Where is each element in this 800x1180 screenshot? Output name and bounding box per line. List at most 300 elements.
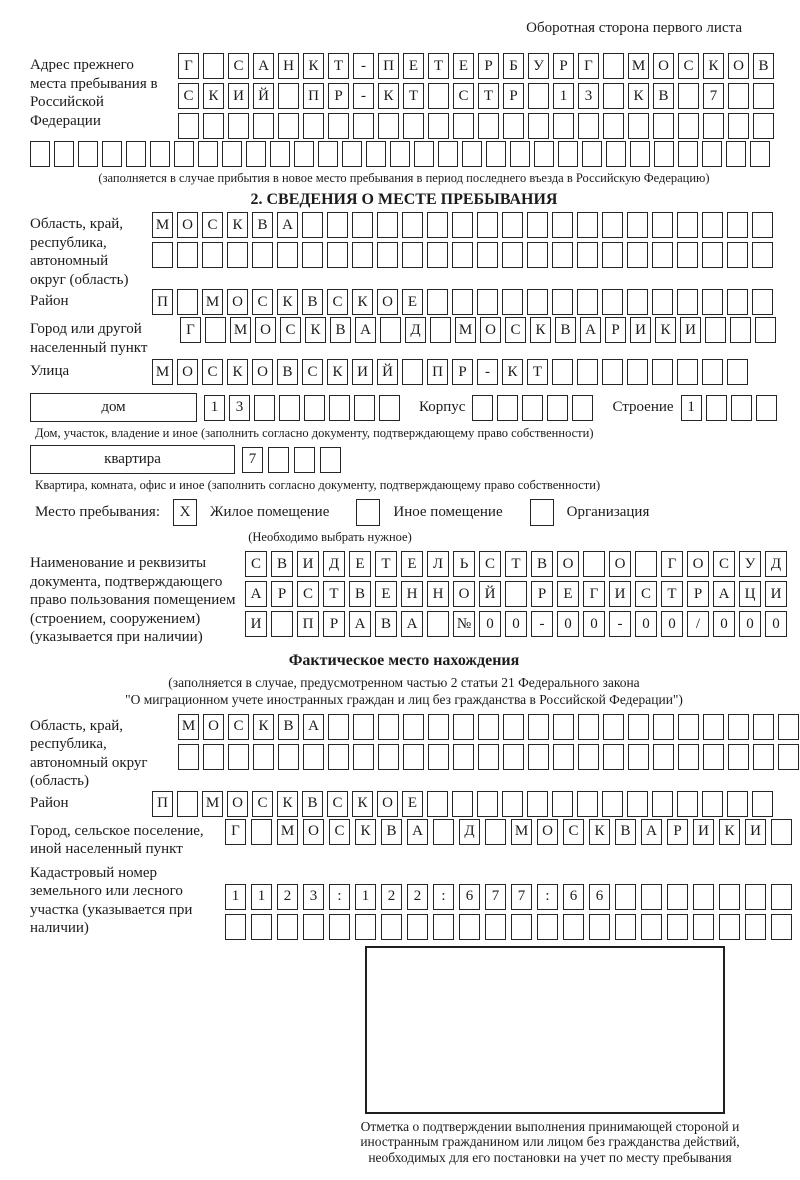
char-cell <box>427 242 448 268</box>
char-cell <box>177 289 198 315</box>
char-cell: М <box>202 791 223 817</box>
document-cells <box>245 551 787 637</box>
char-cell: О <box>227 791 248 817</box>
char-cell <box>174 141 194 167</box>
char-cell: Р <box>452 359 473 385</box>
char-cell <box>677 791 698 817</box>
char-cell <box>719 914 740 940</box>
char-cell <box>627 791 648 817</box>
char-cell <box>558 141 578 167</box>
char-cell <box>528 744 549 770</box>
char-cell: 0 <box>583 611 605 637</box>
char-cell <box>433 914 454 940</box>
char-cell <box>327 212 348 238</box>
char-cell <box>778 744 799 770</box>
char-cell <box>453 714 474 740</box>
char-cell <box>756 395 777 421</box>
char-cell: В <box>278 714 299 740</box>
char-cell <box>505 581 527 607</box>
char-cell <box>528 113 549 139</box>
char-cell: Б <box>503 53 524 79</box>
kadastr-row-1 <box>225 884 792 910</box>
char-cell <box>355 914 376 940</box>
char-cell <box>378 714 399 740</box>
char-cell: А <box>407 819 428 845</box>
char-cell: 6 <box>589 884 610 910</box>
char-cell: А <box>253 53 274 79</box>
char-cell: С <box>327 791 348 817</box>
char-cell <box>477 212 498 238</box>
char-cell <box>693 884 714 910</box>
char-cell: Т <box>478 83 499 109</box>
char-cell <box>728 113 749 139</box>
char-cell <box>329 914 350 940</box>
char-cell: Р <box>687 581 709 607</box>
char-cell <box>731 395 752 421</box>
char-cell: 0 <box>739 611 761 637</box>
char-cell <box>478 744 499 770</box>
char-cell: - <box>353 83 374 109</box>
korpus-label: Корпус <box>419 399 466 415</box>
char-cell <box>727 791 748 817</box>
fact-oblast-row-2 <box>178 744 799 770</box>
char-cell <box>251 819 272 845</box>
char-cell <box>602 212 623 238</box>
char-cell <box>277 242 298 268</box>
char-cell: О <box>537 819 558 845</box>
dom-box-label: дом <box>30 393 197 422</box>
char-cell: П <box>152 791 173 817</box>
char-cell <box>354 395 375 421</box>
fact-raion-block <box>30 791 778 817</box>
char-cell <box>578 744 599 770</box>
fact-raion-row <box>152 791 773 817</box>
char-cell: П <box>427 359 448 385</box>
char-cell <box>627 359 648 385</box>
char-cell: 0 <box>635 611 657 637</box>
char-cell <box>353 113 374 139</box>
char-cell: А <box>245 581 267 607</box>
ulitsa-label: Улица <box>30 363 70 379</box>
char-cell: М <box>455 317 476 343</box>
char-cell <box>702 242 723 268</box>
raion-row <box>152 289 773 315</box>
char-cell: С <box>678 53 699 79</box>
char-cell <box>603 83 624 109</box>
char-cell: О <box>203 714 224 740</box>
fact-oblast-block <box>30 714 778 791</box>
kvartira-box-label: квартира <box>30 445 235 474</box>
prev-address-row-1 <box>178 53 774 79</box>
char-cell <box>703 744 724 770</box>
char-cell <box>459 914 480 940</box>
fact-raion-label: Район <box>30 794 69 811</box>
char-cell: И <box>352 359 373 385</box>
char-cell <box>227 242 248 268</box>
char-cell: А <box>713 581 735 607</box>
char-cell <box>728 83 749 109</box>
dom-note: Дом, участок, владение и иное (заполнить согласно документу, подтверждающему право собственности) <box>35 426 594 440</box>
char-cell: Г <box>661 551 683 577</box>
char-cell: В <box>302 791 323 817</box>
char-cell: - <box>609 611 631 637</box>
char-cell <box>702 359 723 385</box>
char-cell: : <box>329 884 350 910</box>
char-cell <box>407 914 428 940</box>
char-cell <box>497 395 518 421</box>
char-cell: В <box>381 819 402 845</box>
char-cell: 0 <box>661 611 683 637</box>
char-cell <box>225 914 246 940</box>
char-cell: 0 <box>505 611 527 637</box>
char-cell <box>678 141 698 167</box>
char-cell: А <box>303 714 324 740</box>
char-cell <box>252 242 273 268</box>
char-cell: А <box>277 212 298 238</box>
char-cell: С <box>178 83 199 109</box>
char-cell: 7 <box>703 83 724 109</box>
fact-oblast-label: Область, край, республика, автономный округ (область) <box>30 717 148 789</box>
char-cell: С <box>228 53 249 79</box>
char-cell <box>677 289 698 315</box>
char-cell <box>126 141 146 167</box>
raion-label: Район <box>30 293 69 309</box>
char-cell: С <box>202 359 223 385</box>
char-cell: И <box>609 581 631 607</box>
char-cell: О <box>480 317 501 343</box>
fact-title: Фактическое место нахождения <box>288 651 520 669</box>
char-cell <box>403 744 424 770</box>
char-cell: И <box>245 611 267 637</box>
char-cell: В <box>555 317 576 343</box>
char-cell <box>278 744 299 770</box>
char-cell <box>702 212 723 238</box>
char-cell: Е <box>375 581 397 607</box>
char-cell: М <box>178 714 199 740</box>
char-cell <box>228 744 249 770</box>
mesto-note: (Необходимо выбрать нужное) <box>248 530 412 544</box>
char-cell <box>510 141 530 167</box>
stamp-note: Отметка о подтверждении выполнения принимающей стороной и иностранным гражданином или лицом без гражданства действий, необходимых для его постановки на учет по месту пребывания <box>360 1118 740 1165</box>
char-cell: О <box>609 551 631 577</box>
char-cell <box>667 914 688 940</box>
char-cell <box>251 914 272 940</box>
char-cell <box>705 317 726 343</box>
char-cell <box>342 141 362 167</box>
char-cell: Г <box>225 819 246 845</box>
char-cell <box>203 113 224 139</box>
char-cell: У <box>739 551 761 577</box>
page-corner-note: Оборотная сторона первого листа <box>526 20 742 36</box>
char-cell: Т <box>428 53 449 79</box>
char-cell <box>627 289 648 315</box>
char-cell <box>602 359 623 385</box>
oblast-row-1 <box>152 212 773 238</box>
prev-address-cells <box>178 53 774 139</box>
char-cell: О <box>377 791 398 817</box>
char-cell: О <box>377 289 398 315</box>
char-cell: К <box>703 53 724 79</box>
char-cell: 0 <box>765 611 787 637</box>
char-cell: 2 <box>407 884 428 910</box>
char-cell <box>477 289 498 315</box>
char-cell: Р <box>503 83 524 109</box>
char-cell: Г <box>180 317 201 343</box>
char-cell: - <box>353 53 374 79</box>
char-cell: И <box>693 819 714 845</box>
char-cell <box>102 141 122 167</box>
char-cell <box>652 289 673 315</box>
char-cell <box>427 289 448 315</box>
char-cell <box>667 884 688 910</box>
char-cell <box>427 212 448 238</box>
char-cell: 7 <box>511 884 532 910</box>
char-cell: К <box>655 317 676 343</box>
char-cell <box>537 914 558 940</box>
char-cell: С <box>563 819 584 845</box>
char-cell <box>302 212 323 238</box>
char-cell <box>177 791 198 817</box>
char-cell <box>778 714 799 740</box>
char-cell <box>752 242 773 268</box>
char-cell: К <box>628 83 649 109</box>
char-cell <box>503 744 524 770</box>
char-cell <box>277 914 298 940</box>
char-cell: Р <box>605 317 626 343</box>
char-cell: И <box>765 581 787 607</box>
char-cell: 2 <box>277 884 298 910</box>
char-cell <box>628 714 649 740</box>
char-cell: С <box>280 317 301 343</box>
ulitsa-row <box>152 359 748 385</box>
char-cell: В <box>375 611 397 637</box>
prev-address-note: (заполняется в случае прибытия в новое место пребывания в период последнего въезда в Российскую Федерацию) <box>98 171 710 185</box>
char-cell <box>534 141 554 167</box>
char-cell: 6 <box>459 884 480 910</box>
char-cell <box>203 744 224 770</box>
char-cell: 3 <box>578 83 599 109</box>
gorod-label: Город или другой населенный пункт <box>30 321 148 356</box>
char-cell <box>553 714 574 740</box>
char-cell <box>752 289 773 315</box>
prev-address-row-2 <box>178 83 774 109</box>
char-cell: А <box>641 819 662 845</box>
dom-cells <box>204 395 400 421</box>
char-cell <box>602 791 623 817</box>
prev-address-row-3 <box>178 113 774 139</box>
char-cell <box>329 395 350 421</box>
char-cell: Е <box>402 289 423 315</box>
char-cell <box>753 714 774 740</box>
char-cell <box>702 791 723 817</box>
char-cell <box>527 791 548 817</box>
char-cell <box>377 242 398 268</box>
char-cell <box>603 744 624 770</box>
char-cell <box>728 744 749 770</box>
char-cell <box>583 551 605 577</box>
section2-title: 2. СВЕДЕНИЯ О МЕСТЕ ПРЕБЫВАНИЯ <box>250 191 558 208</box>
char-cell <box>719 884 740 910</box>
char-cell <box>528 83 549 109</box>
char-cell <box>678 744 699 770</box>
char-cell: О <box>303 819 324 845</box>
char-cell <box>433 819 454 845</box>
char-cell: : <box>537 884 558 910</box>
char-cell: С <box>252 289 273 315</box>
char-cell: Г <box>583 581 605 607</box>
char-cell: И <box>228 83 249 109</box>
char-cell: Р <box>271 581 293 607</box>
char-cell: С <box>245 551 267 577</box>
char-cell <box>428 744 449 770</box>
char-cell: 1 <box>251 884 272 910</box>
char-cell: К <box>589 819 610 845</box>
char-cell <box>752 212 773 238</box>
char-cell <box>303 914 324 940</box>
char-cell <box>270 141 290 167</box>
char-cell <box>603 714 624 740</box>
char-cell: Й <box>377 359 398 385</box>
char-cell <box>294 141 314 167</box>
char-cell: - <box>531 611 553 637</box>
char-cell: К <box>530 317 551 343</box>
char-cell: Т <box>403 83 424 109</box>
char-cell <box>602 242 623 268</box>
char-cell: А <box>355 317 376 343</box>
document-label: Наименование и реквизиты документа, подтверждающего право пользования помещением (строением, сооружением) (указывается при наличии) <box>30 555 236 645</box>
char-cell <box>378 113 399 139</box>
char-cell <box>353 714 374 740</box>
char-cell <box>552 289 573 315</box>
char-cell <box>377 212 398 238</box>
oblast-cells <box>152 212 773 268</box>
char-cell <box>603 53 624 79</box>
char-cell: В <box>615 819 636 845</box>
char-cell <box>603 113 624 139</box>
char-cell <box>511 914 532 940</box>
char-cell <box>678 714 699 740</box>
char-cell: К <box>719 819 740 845</box>
char-cell <box>378 744 399 770</box>
char-cell <box>641 914 662 940</box>
char-cell <box>652 212 673 238</box>
char-cell <box>628 744 649 770</box>
char-cell: Р <box>478 53 499 79</box>
char-cell: 6 <box>563 884 584 910</box>
char-cell: Д <box>765 551 787 577</box>
char-cell: У <box>528 53 549 79</box>
char-cell: В <box>349 581 371 607</box>
char-cell: П <box>297 611 319 637</box>
char-cell <box>630 141 650 167</box>
char-cell <box>628 113 649 139</box>
char-cell: Л <box>427 551 449 577</box>
char-cell: К <box>227 359 248 385</box>
char-cell <box>438 141 458 167</box>
char-cell <box>522 395 543 421</box>
char-cell <box>254 395 275 421</box>
char-cell <box>702 141 722 167</box>
char-cell <box>728 714 749 740</box>
char-cell <box>727 242 748 268</box>
char-cell: С <box>297 581 319 607</box>
char-cell <box>578 714 599 740</box>
char-cell <box>750 141 770 167</box>
char-cell: К <box>227 212 248 238</box>
char-cell <box>403 113 424 139</box>
char-cell <box>502 791 523 817</box>
char-cell <box>577 359 598 385</box>
char-cell <box>427 611 449 637</box>
char-cell <box>653 744 674 770</box>
char-cell: В <box>753 53 774 79</box>
char-cell <box>652 791 673 817</box>
char-cell <box>452 791 473 817</box>
char-cell <box>352 212 373 238</box>
char-cell: В <box>277 359 298 385</box>
char-cell: К <box>355 819 376 845</box>
char-cell <box>745 914 766 940</box>
char-cell: Т <box>375 551 397 577</box>
char-cell <box>271 611 293 637</box>
char-cell <box>30 141 50 167</box>
char-cell <box>577 242 598 268</box>
char-cell <box>727 289 748 315</box>
char-cell: Н <box>401 581 423 607</box>
char-cell <box>677 242 698 268</box>
char-cell <box>727 212 748 238</box>
char-cell: С <box>453 83 474 109</box>
char-cell: С <box>479 551 501 577</box>
char-cell: М <box>277 819 298 845</box>
char-cell <box>752 791 773 817</box>
mesto-label: Место пребывания: <box>35 504 160 520</box>
fact-note-line-1: (заполняется в случае, предусмотренном частью 2 статьи 21 Федерального закона <box>168 674 640 690</box>
char-cell <box>366 141 386 167</box>
char-cell <box>547 395 568 421</box>
zhiloe-label: Жилое помещение <box>210 504 330 520</box>
char-cell <box>294 447 315 473</box>
char-cell <box>452 212 473 238</box>
char-cell <box>302 242 323 268</box>
char-cell: О <box>227 289 248 315</box>
char-cell: Е <box>403 53 424 79</box>
char-cell: Р <box>667 819 688 845</box>
char-cell: М <box>152 359 173 385</box>
kadastr-row-2 <box>225 914 792 940</box>
char-cell: М <box>511 819 532 845</box>
char-cell <box>615 914 636 940</box>
fact-gorod-label: Город, сельское поселение, иной населенный пункт <box>30 822 204 857</box>
char-cell: Р <box>323 611 345 637</box>
char-cell: Е <box>402 791 423 817</box>
char-cell <box>702 289 723 315</box>
char-cell <box>318 141 338 167</box>
char-cell <box>222 141 242 167</box>
char-cell: В <box>271 551 293 577</box>
char-cell: 1 <box>204 395 225 421</box>
char-cell: Т <box>527 359 548 385</box>
char-cell <box>706 395 727 421</box>
char-cell: С <box>327 289 348 315</box>
char-cell: А <box>349 611 371 637</box>
char-cell <box>503 113 524 139</box>
char-cell <box>677 359 698 385</box>
char-cell <box>203 53 224 79</box>
char-cell <box>279 395 300 421</box>
char-cell <box>352 242 373 268</box>
char-cell: В <box>531 551 553 577</box>
